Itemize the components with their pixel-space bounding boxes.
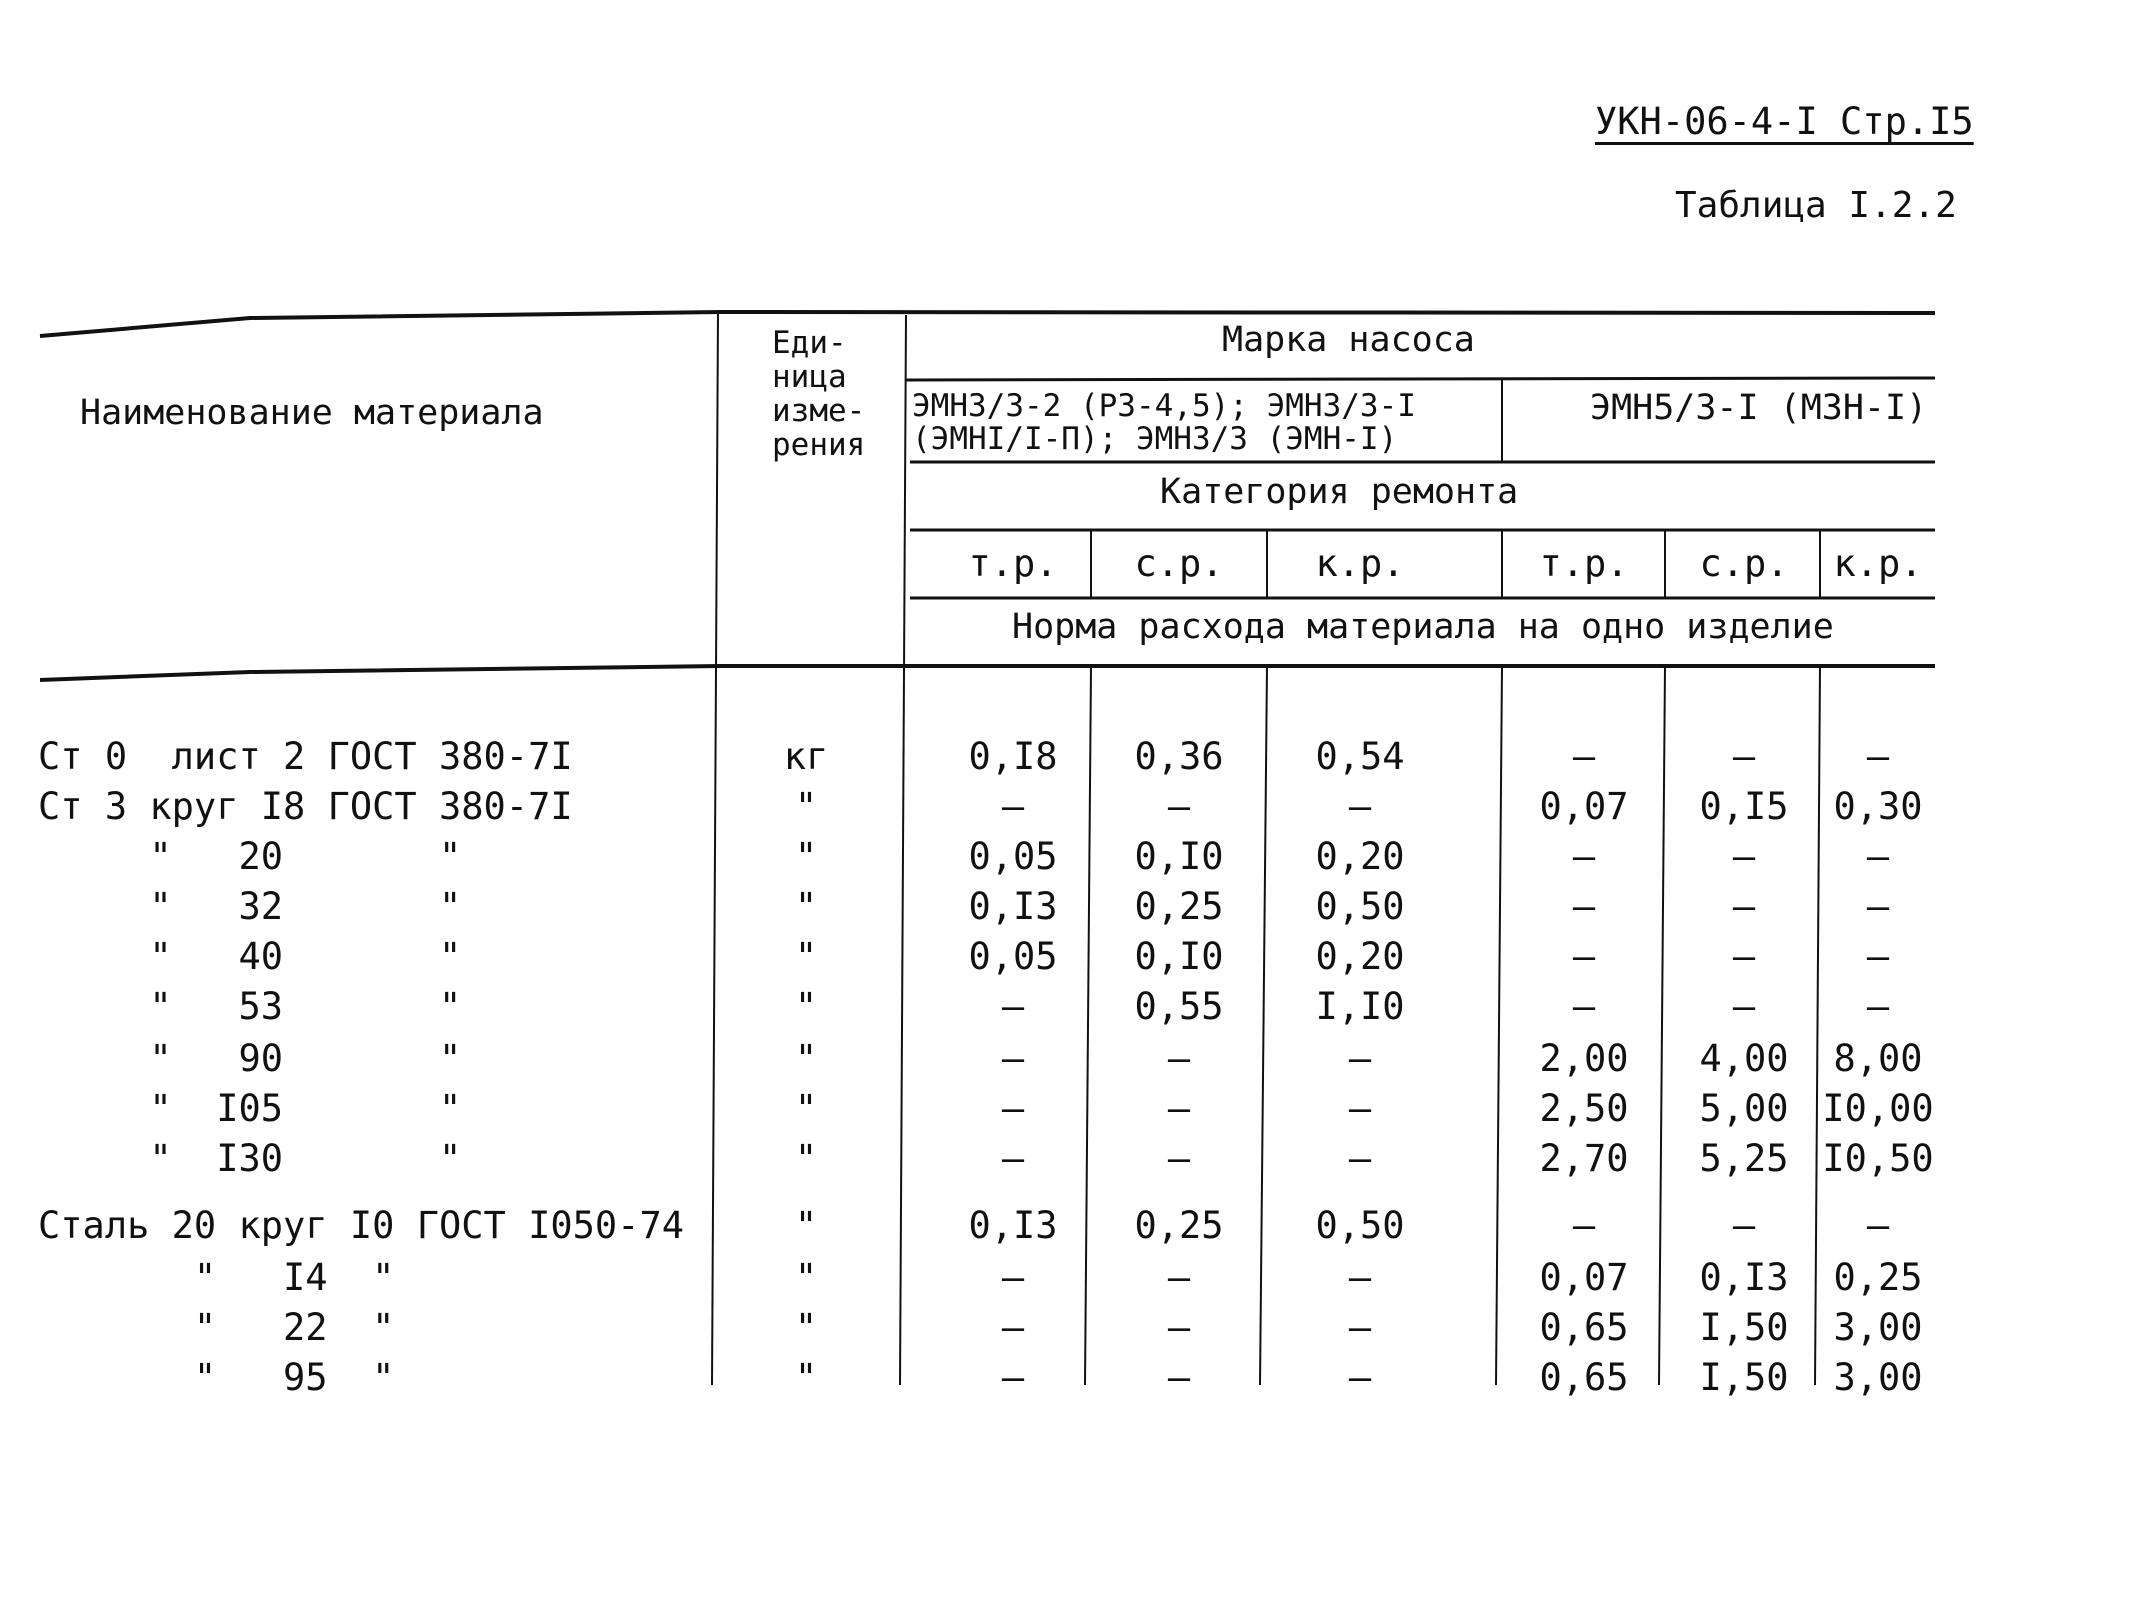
value-cell: 2,50	[1539, 1087, 1629, 1130]
unit-cell: кг	[783, 735, 829, 778]
material-name-cell: " 95 "	[38, 1356, 395, 1399]
unit-cell: "	[794, 1087, 818, 1130]
table-number: Таблица I.2.2	[1675, 185, 1957, 226]
value-cell: –	[1167, 1037, 1191, 1080]
material-name-cell: " 20 "	[38, 835, 462, 878]
value-cell: –	[1001, 1137, 1025, 1180]
unit-cell: "	[794, 1037, 818, 1080]
value-cell: I,50	[1699, 1356, 1789, 1399]
header-group1: ЭМН3/3-2 (Р3-4,5); ЭМН3/3-I (ЭМНI/I-П); ЭМН3/3 (ЭМН-I)	[912, 388, 1416, 457]
value-cell: 0,07	[1539, 1256, 1629, 1299]
value-cell: –	[1732, 885, 1756, 928]
value-cell: 8,00	[1833, 1037, 1923, 1080]
header-bottom-rule	[40, 666, 1935, 680]
value-cell: –	[1348, 1306, 1372, 1349]
vline-body-4	[1659, 666, 1665, 1385]
value-cell: –	[1866, 1204, 1890, 1247]
unit-cell: "	[794, 1256, 818, 1299]
unit-cell: "	[794, 1306, 818, 1349]
value-cell: –	[1866, 885, 1890, 928]
material-name-cell: " 40 "	[38, 935, 462, 978]
header-group2: ЭМН5/3-I (МЗН-I)	[1590, 388, 1928, 428]
vline-body-5	[1815, 666, 1820, 1385]
subcol-2: с.р.	[1134, 542, 1224, 585]
value-cell: I,I0	[1315, 985, 1405, 1028]
value-cell: –	[1572, 1204, 1596, 1247]
header-material-name: Наименование материала	[80, 393, 544, 433]
value-cell: 0,25	[1134, 885, 1224, 928]
material-name-cell: " 32 "	[38, 885, 462, 928]
material-name-cell: " 90 "	[38, 1037, 462, 1080]
value-cell: –	[1348, 1087, 1372, 1130]
unit-cell: "	[794, 935, 818, 978]
subcol-5: с.р.	[1699, 542, 1789, 585]
vline-body-2	[1260, 666, 1267, 1385]
value-cell: –	[1866, 735, 1890, 778]
value-cell: 0,50	[1315, 1204, 1405, 1247]
material-name-cell: Ст 0 лист 2 ГОСТ 380-7I	[38, 735, 573, 778]
material-name-cell: " I05 "	[38, 1087, 462, 1130]
value-cell: 0,55	[1134, 985, 1224, 1028]
value-cell: 0,20	[1315, 935, 1405, 978]
value-cell: 0,I5	[1699, 785, 1789, 828]
value-cell: 5,25	[1699, 1137, 1789, 1180]
value-cell: I,50	[1699, 1306, 1789, 1349]
value-cell: –	[1348, 1137, 1372, 1180]
value-cell: –	[1001, 985, 1025, 1028]
value-cell: –	[1732, 735, 1756, 778]
value-cell: 3,00	[1833, 1356, 1923, 1399]
value-cell: –	[1866, 985, 1890, 1028]
header-pump-brand: Марка насоса	[1222, 320, 1475, 360]
subcol-6: к.р.	[1833, 542, 1923, 585]
value-cell: –	[1572, 985, 1596, 1028]
subcol-3: к.р.	[1315, 542, 1405, 585]
value-cell: –	[1866, 935, 1890, 978]
vline-unit-values	[900, 315, 906, 1385]
value-cell: 0,I3	[968, 1204, 1058, 1247]
value-cell: –	[1572, 935, 1596, 978]
value-cell: 2,70	[1539, 1137, 1629, 1180]
value-cell: –	[1348, 1256, 1372, 1299]
material-name-cell: Сталь 20 круг I0 ГОСТ I050-74	[38, 1204, 685, 1247]
value-cell: –	[1001, 1306, 1025, 1349]
value-cell: –	[1001, 1087, 1025, 1130]
value-cell: I0,00	[1822, 1087, 1934, 1130]
value-cell: –	[1001, 1256, 1025, 1299]
unit-cell: "	[794, 1204, 818, 1247]
unit-cell: "	[794, 835, 818, 878]
value-cell: –	[1348, 1356, 1372, 1399]
unit-cell: "	[794, 1137, 818, 1180]
rule-under-pump-brand	[906, 378, 1935, 380]
value-cell: –	[1732, 835, 1756, 878]
value-cell: 0,I8	[968, 735, 1058, 778]
value-cell: 0,05	[968, 835, 1058, 878]
value-cell: –	[1167, 785, 1191, 828]
value-cell: 0,25	[1833, 1256, 1923, 1299]
vline-body-3	[1496, 666, 1502, 1385]
value-cell: 3,00	[1833, 1306, 1923, 1349]
value-cell: –	[1348, 1037, 1372, 1080]
value-cell: –	[1001, 1037, 1025, 1080]
header-norm: Норма расхода материала на одно изделие	[1012, 607, 1834, 647]
value-cell: –	[1572, 885, 1596, 928]
value-cell: 0,50	[1315, 885, 1405, 928]
value-cell: I0,50	[1822, 1137, 1934, 1180]
value-cell: –	[1167, 1087, 1191, 1130]
subcol-4: т.р.	[1539, 542, 1629, 585]
value-cell: –	[1732, 935, 1756, 978]
value-cell: 0,I3	[968, 885, 1058, 928]
header-repair-category: Категория ремонта	[1160, 472, 1519, 512]
unit-cell: "	[794, 785, 818, 828]
value-cell: 0,54	[1315, 735, 1405, 778]
value-cell: 0,20	[1315, 835, 1405, 878]
value-cell: –	[1572, 735, 1596, 778]
unit-cell: "	[794, 1356, 818, 1399]
material-name-cell: " 22 "	[38, 1306, 395, 1349]
value-cell: –	[1572, 835, 1596, 878]
unit-cell: "	[794, 885, 818, 928]
value-cell: –	[1001, 1356, 1025, 1399]
header-unit: Еди- ница изме- рения	[772, 325, 866, 463]
value-cell: 0,30	[1833, 785, 1923, 828]
vline-name-unit	[712, 312, 718, 1385]
value-cell: 0,65	[1539, 1356, 1629, 1399]
value-cell: 0,05	[968, 935, 1058, 978]
value-cell: 0,36	[1134, 735, 1224, 778]
value-cell: 4,00	[1699, 1037, 1789, 1080]
table-top-rule	[40, 312, 1935, 336]
value-cell: –	[1001, 785, 1025, 828]
value-cell: 0,I0	[1134, 835, 1224, 878]
unit-cell: "	[794, 985, 818, 1028]
value-cell: –	[1732, 985, 1756, 1028]
value-cell: –	[1167, 1356, 1191, 1399]
material-name-cell: " 53 "	[38, 985, 462, 1028]
value-cell: –	[1167, 1306, 1191, 1349]
value-cell: 0,25	[1134, 1204, 1224, 1247]
value-cell: –	[1732, 1204, 1756, 1247]
value-cell: 5,00	[1699, 1087, 1789, 1130]
value-cell: 0,65	[1539, 1306, 1629, 1349]
subcol-1: т.р.	[968, 542, 1058, 585]
value-cell: 2,00	[1539, 1037, 1629, 1080]
value-cell: –	[1866, 835, 1890, 878]
value-cell: 0,I3	[1699, 1256, 1789, 1299]
material-name-cell: " I30 "	[38, 1137, 462, 1180]
vline-body-1	[1085, 666, 1091, 1385]
document-code: УКН-06-4-I Стр.I5	[1595, 100, 1974, 143]
value-cell: 0,I0	[1134, 935, 1224, 978]
material-name-cell: Ст 3 круг I8 ГОСТ 380-7I	[38, 785, 573, 828]
value-cell: 0,07	[1539, 785, 1629, 828]
value-cell: –	[1167, 1137, 1191, 1180]
material-name-cell: " I4 "	[38, 1256, 395, 1299]
value-cell: –	[1348, 785, 1372, 828]
value-cell: –	[1167, 1256, 1191, 1299]
